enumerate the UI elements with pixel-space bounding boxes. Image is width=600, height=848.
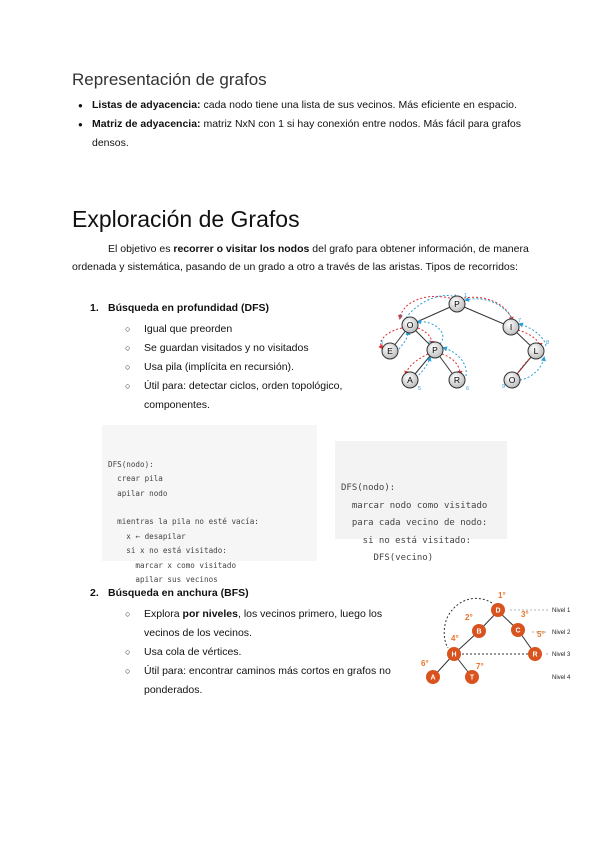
tree-node [402, 372, 418, 388]
bfs-list [122, 605, 412, 700]
tree-node [504, 372, 520, 388]
svg-text:P: P [432, 345, 438, 355]
tree-node [465, 670, 479, 684]
code-line: apilar sus vecinos [108, 575, 218, 585]
list-item: ○ Usa cola de vértices. [122, 643, 412, 662]
svg-text:1°: 1° [498, 591, 506, 600]
tree-node [426, 670, 440, 684]
intro-paragraph: El objetivo es recorrer o visitar los nodos del grafo para obtener información, de manera ordenada y sistemática, pasando de un grado a otro a través de las aristas. Tipos de recorridos: [72, 243, 529, 273]
code-line: x ← desapilar [108, 531, 186, 541]
svg-text:2: 2 [399, 314, 403, 320]
svg-text:1: 1 [464, 293, 468, 299]
code-line: para cada vecino de nodo: [341, 518, 488, 528]
list-item: ● Listas de adyacencia: cada nodo tiene una lista de sus vecinos. Más eficiente en espacio. [72, 96, 532, 115]
svg-text:Nivel 1: Nivel 1 [552, 608, 571, 614]
dfs-list [122, 320, 367, 415]
svg-text:H: H [451, 651, 457, 659]
section-title-representacion: Representación de grafos [72, 70, 267, 89]
svg-text:C: C [515, 627, 521, 635]
svg-text:D: D [495, 607, 501, 615]
svg-text:7°: 7° [476, 662, 484, 671]
svg-text:I: I [509, 322, 513, 332]
level-labels [552, 608, 571, 681]
svg-text:A: A [407, 375, 413, 385]
code-line: mientras la pila no esté vacía: [108, 517, 259, 527]
list-item: ○ Se guardan visitados y no visitados [122, 339, 367, 358]
svg-text:R: R [532, 651, 538, 659]
svg-text:6°: 6° [421, 659, 429, 668]
svg-text:2°: 2° [465, 613, 473, 622]
list-item: ○ Útil para: encontrar caminos más cortos en grafos no ponderados. [122, 662, 412, 700]
svg-text:T: T [469, 674, 475, 682]
svg-text:3°: 3° [521, 610, 529, 619]
code-line: crear pila [108, 474, 163, 484]
svg-text:4: 4 [428, 340, 432, 346]
svg-text:4°: 4° [451, 634, 459, 643]
code-line: si x no está visitado: [108, 546, 227, 556]
tree-nodes [382, 296, 544, 388]
code-line: DFS(nodo): [108, 459, 154, 469]
svg-text:L: L [533, 346, 539, 356]
svg-text:7: 7 [518, 318, 522, 324]
bfs-tree-diagram [418, 586, 590, 692]
svg-text:5: 5 [418, 386, 422, 392]
dfs-title: Búsqueda en profundidad (DFS) [108, 302, 269, 314]
tree-edges [390, 304, 536, 380]
tree-node [511, 623, 525, 637]
svg-text:O: O [406, 320, 414, 330]
svg-text:3: 3 [380, 340, 384, 346]
representation-list [72, 96, 532, 153]
tree-node [472, 624, 486, 638]
svg-text:B: B [476, 628, 482, 636]
code-line: si no está visitado: [341, 535, 472, 546]
svg-text:5°: 5° [537, 630, 545, 639]
list-item: ○ Útil para: detectar ciclos, orden topológico, componentes. [122, 377, 367, 415]
tree-node [503, 318, 522, 335]
list-item: ● Matriz de adyacencia: matriz NxN con 1 si hay conexión entre nodos. Más fácil para grafos densos. [72, 115, 532, 153]
svg-text:Nivel 2: Nivel 2 [552, 630, 571, 636]
code-line [108, 501, 317, 515]
svg-text:8: 8 [546, 340, 550, 346]
tree-node [491, 603, 505, 617]
svg-text:O: O [508, 375, 516, 385]
code-line: marcar nodo como visitado [341, 500, 488, 511]
bfs-number: 2. [90, 587, 99, 599]
svg-text:P: P [454, 299, 460, 309]
tree-node [449, 296, 465, 312]
svg-text:6: 6 [466, 386, 470, 392]
svg-text:A: A [430, 674, 436, 682]
tree-node [528, 343, 544, 359]
tree-node [402, 317, 418, 333]
svg-text:R: R [453, 375, 461, 385]
list-item: ○ Explora por niveles, los vecinos primero, luego los vecinos de los vecinos. [122, 605, 412, 643]
dfs-number: 1. [90, 302, 99, 314]
bfs-title: Búsqueda en anchura (BFS) [108, 587, 249, 599]
list-item: ○ Igual que preorden [122, 320, 367, 339]
tree-node [449, 372, 465, 388]
tree-node [528, 647, 542, 661]
section-title-exploracion: Exploración de Grafos [72, 206, 300, 232]
svg-text:Nivel 3: Nivel 3 [552, 652, 571, 658]
dfs-iterative-code [102, 425, 317, 585]
code-line: apilar nodo [108, 488, 168, 498]
dfs-recursive-code [335, 441, 507, 563]
list-item: ○ Usa pila (implícita en recursión). [122, 358, 367, 377]
svg-text:9: 9 [502, 384, 506, 390]
code-line: marcar x como visitado [108, 560, 237, 570]
svg-text:E: E [387, 346, 393, 356]
code-line: DFS(nodo): [341, 483, 396, 493]
tree-node [447, 647, 461, 661]
dfs-tree-diagram [362, 292, 562, 400]
tree-node [382, 343, 398, 359]
code-line: DFS(vecino) [341, 553, 434, 563]
svg-text:Nivel 4: Nivel 4 [552, 675, 571, 681]
